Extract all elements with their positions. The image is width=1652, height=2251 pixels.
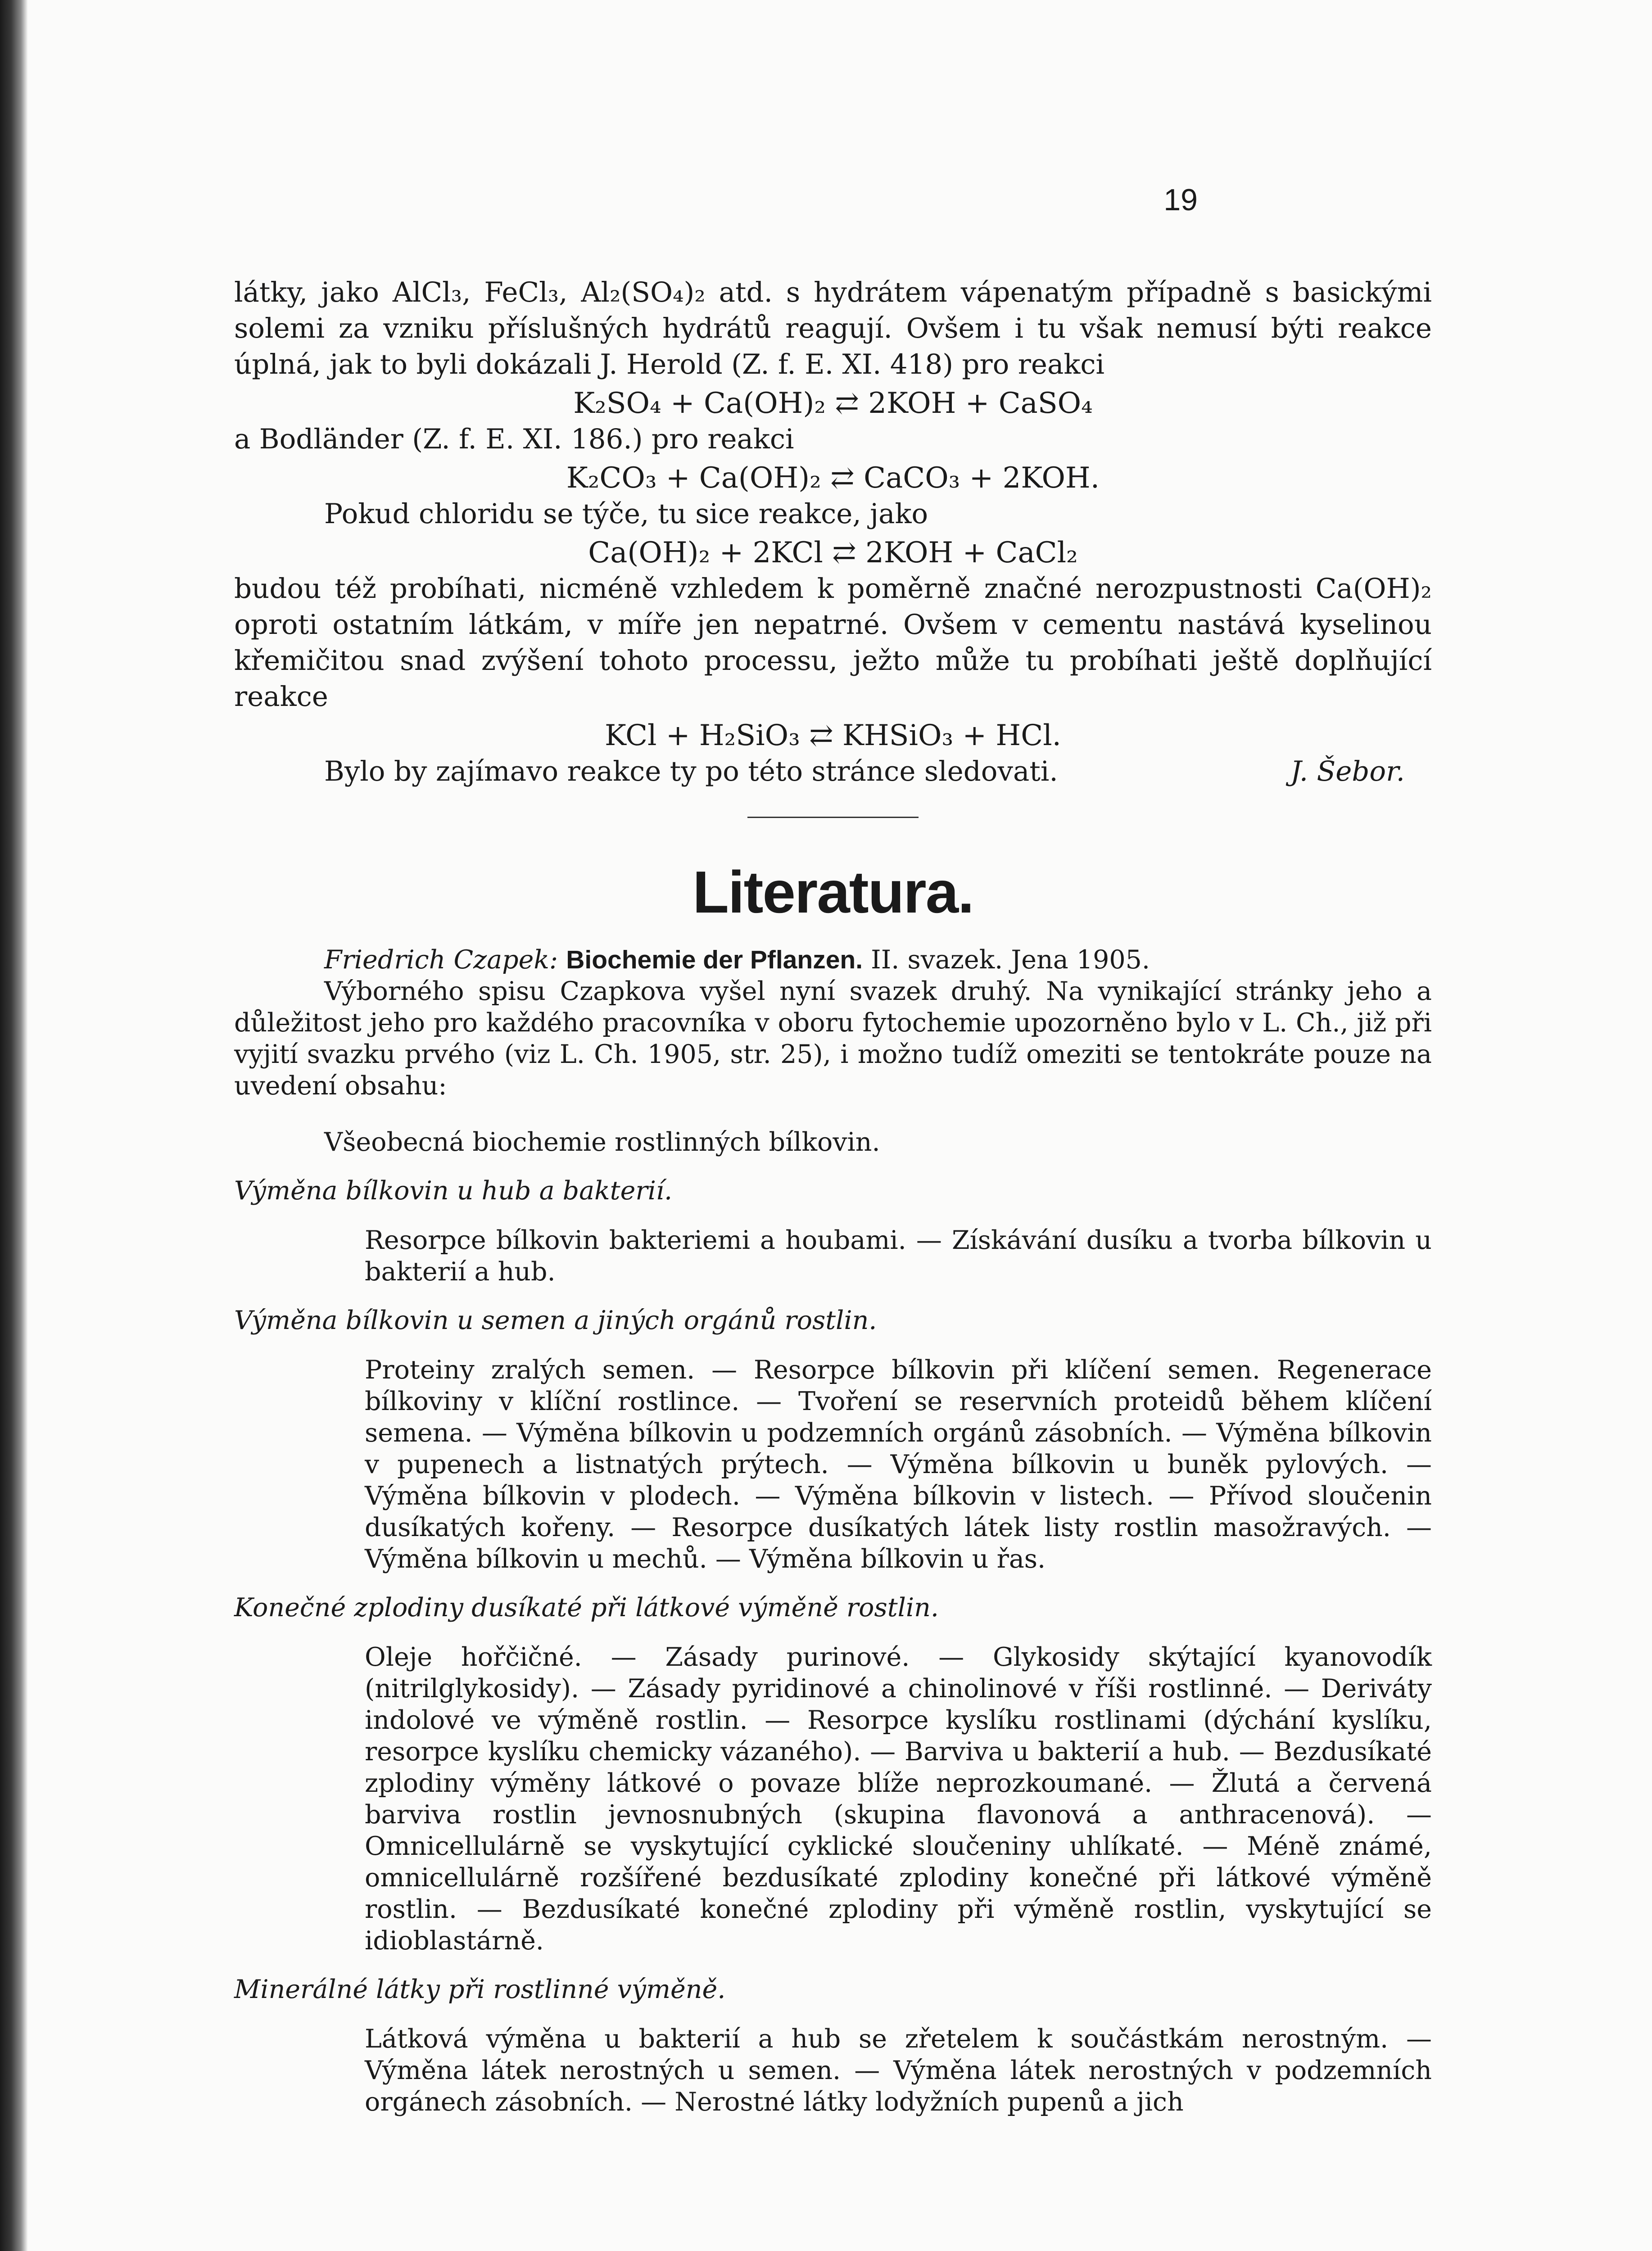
- intro-paragraph-1: látky, jako AlCl₃, FeCl₃, Al₂(SO₄)₂ atd. s hydrátem vápenatým případně s basickými solemi za vzniku příslušných hydrátů reagují. Ovšem i tu však nemusí býti reakce úplná, jak to byli dokázali J. Herold (Z. f. E. XI. 418) pro reakci: [234, 276, 1432, 380]
- page-number: 19: [1163, 183, 1198, 217]
- equation-4: KCl + H₂SiO₃ ⇄ KHSiO₃ + HCl.: [604, 719, 1062, 752]
- intro-paragraph-4: budou též probíhati, nicméně vzhledem k poměrně značné nerozpustnosti Ca(OH)₂ oproti ostatním látkám, v míře jen nepatrné. Ovšem v cementu nastává kyselinou křemičitou snad zvýšení tohoto processu, ježto může tu probíhati ještě doplňující reakce: [234, 573, 1432, 713]
- section-text: Látková výměna u bakterií a hub se zřetelem k součástkám nerostným. — Výměna látek nerostných u semen. — Výměna látek nerostných v podzemních orgánech zásobních. — Nerostné látky lodyžních pupenů a jich: [365, 2024, 1432, 2117]
- intro-paragraph-5: Bylo by zajímavo reakce ty po této stránce sledovati.: [324, 755, 1058, 787]
- section-title: Výměna bílkovin u hub a bakterií.: [234, 1176, 673, 1206]
- section-title: Konečné zplodiny dusíkaté při látkové výměně rostlin.: [234, 1593, 939, 1623]
- book-spine-shadow: [0, 0, 28, 2251]
- equation-2: K₂CO₃ + Ca(OH)₂ ⇄ CaCO₃ + 2KOH.: [566, 461, 1100, 495]
- book-author: Friedrich Czapek:: [324, 945, 558, 975]
- intro-paragraph-3: Pokud chloridu se týče, tu sice reakce, jako: [324, 498, 928, 530]
- book-reference: [234, 944, 1432, 976]
- contents-overview: Všeobecná biochemie rostlinných bílkovin.: [324, 1127, 880, 1157]
- section-title: Výměna bílkovin u semen a jiných orgánů rostlin.: [234, 1306, 877, 1335]
- intro-text: [234, 275, 1432, 2118]
- literature-section: [234, 944, 1432, 2118]
- section-text: Proteiny zralých semen. — Resorpce bílkovin při klíčení semen. Regenerace bílkoviny v klíční rostlince. — Tvoření se reservních proteidů během klíčení semena. — Výměna bílkovin u podzemních orgánů zásobních. — Výměna bílkovin v pupenech a listnatých prýtech. — Výměna bílkovin u buněk pylových. — Výměna bílkovin v plodech. — Výměna bílkovin v listech. — Přívod sloučenin dusíkatých kořeny. — Resorpce dusíkatých látek listy rostlin masožravých. — Výměna bílkovin u mechů. — Výměna bílkovin u řas.: [365, 1355, 1432, 1574]
- page-title: Literatura.: [692, 859, 973, 925]
- equation-3: Ca(OH)₂ + 2KCl ⇄ 2KOH + CaCl₂: [588, 536, 1078, 570]
- section-text: Oleje hořčičné. — Zásady purinové. — Glykosidy skýtající kyanovodík (nitrilglykosidy). — Zásady pyridinové a chinolinové v říši rostlinné. — Deriváty indolové ve výměně rostlin. — Resorpce kyslíku rostlinami (dýchání kyslíku, resorpce kyslíku chemicky vázaného). — Barviva u bakterií a hub. — Bezdusíkaté zplodiny výměny látkové o povaze blíže neprozkoumané. — Žlutá a červená barviva rostlin jevnosnubných (skupina flavonová a anthracenová). — Omnicellulárně se vyskytující cyklické sloučeniny uhlíkaté. — Méně známé, omnicellulárně rozšířené bezdusíkaté zplodiny konečné při látkové výměně rostlin. — Bezdusíkaté konečné zplodiny při výměně rostlin, vyskytující se idioblastárně.: [365, 1642, 1432, 1956]
- book-title: Biochemie der Pflanzen.: [566, 945, 863, 974]
- author-signature: J. Šebor.: [1290, 755, 1405, 787]
- closing-line: [234, 754, 1432, 790]
- intro-paragraph-2: a Bodländer (Z. f. E. XI. 186.) pro reakci: [234, 423, 794, 455]
- section-divider: [747, 817, 919, 818]
- section-title: Minerálné látky při rostlinné výměně.: [234, 1975, 726, 2004]
- section-text: Resorpce bílkovin bakteriemi a houbami. — Získávání dusíku a tvorba bílkovin u bakterií a hub.: [365, 1225, 1432, 1287]
- equation-1: K₂SO₄ + Ca(OH)₂ ⇄ 2KOH + CaSO₄: [573, 387, 1093, 420]
- book-details: II. svazek. Jena 1905.: [871, 945, 1150, 975]
- review-lead: Výborného spisu Czapkova vyšel nyní svazek druhý. Na vynikající stránky jeho a důležitost jeho pro každého pracovníka v oboru fytochemie upozorněno bylo v L. Ch., již při vyjití svazku prvého (viz L. Ch. 1905, str. 25), i možno tudíž omeziti se tentokráte pouze na uvedení obsahu:: [234, 976, 1432, 1101]
